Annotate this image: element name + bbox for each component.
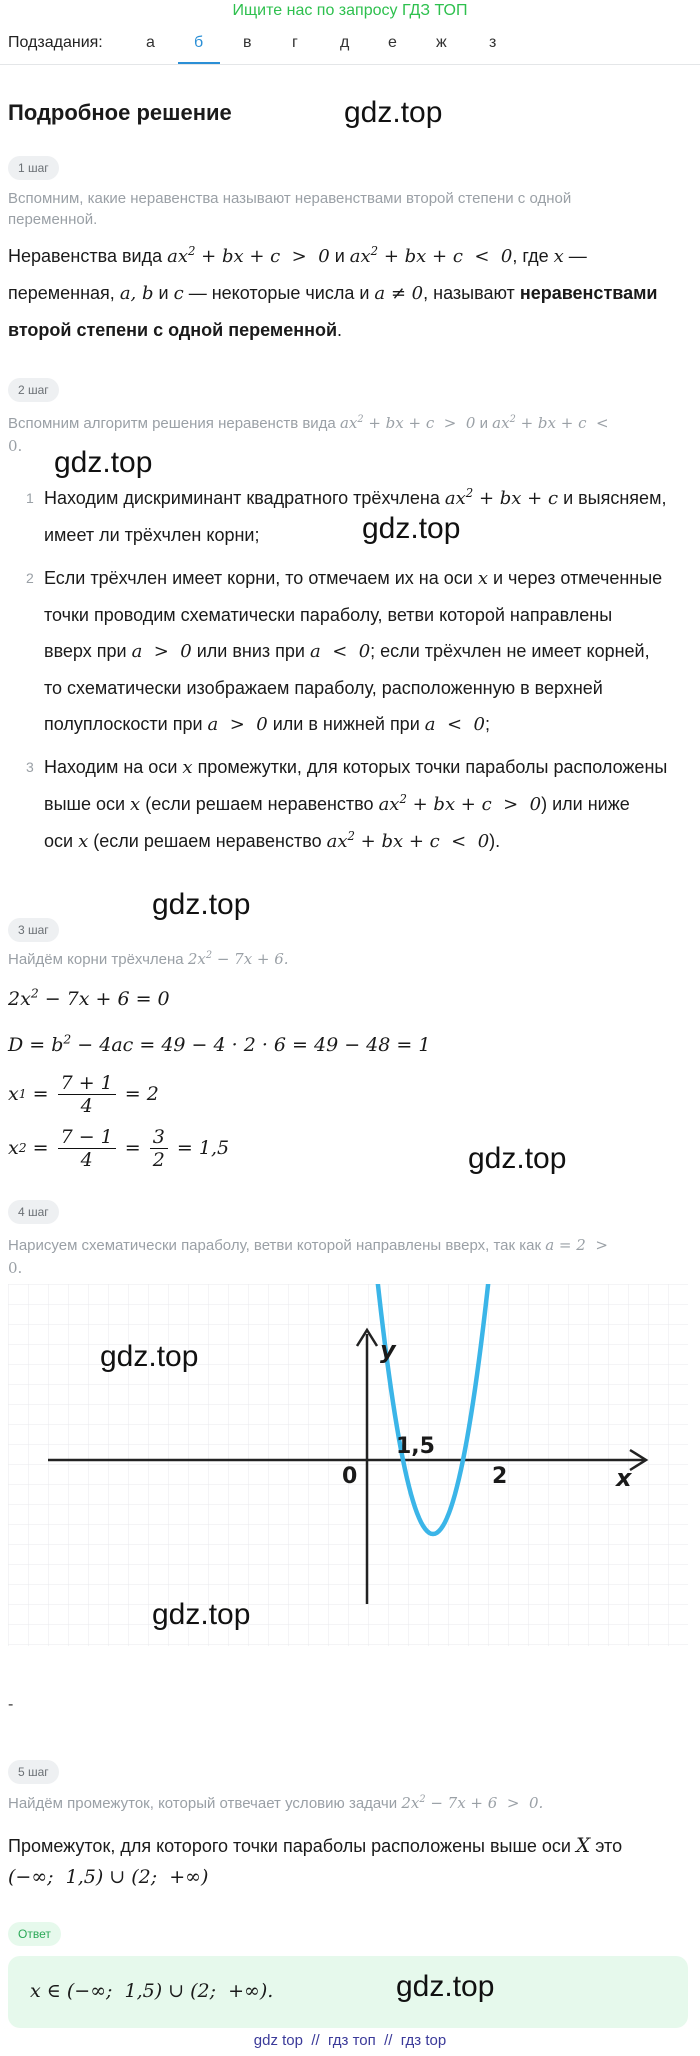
list-item: Находим на оси x промежутки, для которых точки параболы расположены выше оси x (если решаем неравенство $ax^2$ + bx + c > 0) или ниже оси x (если решаем неравенство $ax^2$ + bx + c < 0). <box>44 757 668 852</box>
search-banner[interactable]: Ищите нас по запросу ГДЗ ТОП <box>232 2 468 19</box>
watermark: gdz.top <box>396 1970 495 2003</box>
watermark: gdz.top <box>468 1142 567 1175</box>
step-1-text: Неравенства вида $ax^2$ + bx + c > 0 и $ax^2$ + bx + c < 0, где x — переменная, a, b и c — некоторые числа и a ≠ 0, называют неравенствами второй степени с одной переменной. <box>8 244 658 340</box>
list-item: Если трёхчлен имеет корни, то отмечаем их на оси x и через отмеченные точки проводим схематически параболу, ветви которой направлены вверх при a > 0 или вниз при a < 0; если трёхчлен не имеет корней, то схематически изображаем параболу, расположенную в верхней полуплоскости при a > 0 или в нижней при a < 0; <box>44 568 663 735</box>
tab-zh[interactable]: ж <box>436 34 447 51</box>
subtasks-label: Подзадания: <box>8 34 103 51</box>
step-5-intro: Найдём промежуток, который отвечает условию задачи $2x^2 - 7x + 6 > 0$. <box>8 1794 544 1812</box>
step-1-badge: 1 шаг <box>8 156 59 180</box>
step-1-intro: Вспомним, какие неравенства называют неравенствами второй степени с одной переменной. <box>8 190 572 228</box>
watermark: gdz.top <box>344 96 443 129</box>
step-4-intro: Нарисуем схематически параболу, ветви которой направлены вверх, так как a = 2 > 0. <box>8 1236 608 1277</box>
equation-quadratic: $2x^2 - 7x + 6 = 0$ <box>8 986 170 1010</box>
answer-value: x ∈ (−∞; 1,5) ∪ (2; +∞). <box>30 1980 274 2002</box>
equation-discriminant: $D = b^2 - 4ac = 49 - 4 \cdot 2 \cdot 6 = 49 - 48 = 1$ <box>8 1032 431 1056</box>
step-5-badge: 5 шаг <box>8 1760 59 1784</box>
tab-b[interactable]: б <box>194 34 204 51</box>
y-axis-label: y <box>380 1336 396 1364</box>
tab-e[interactable]: е <box>388 34 397 51</box>
tab-v[interactable]: в <box>243 34 252 51</box>
watermark: gdz.top <box>152 888 251 921</box>
list-number: 1 <box>26 490 34 506</box>
step-5-text: Промежуток, для которого точки параболы расположены выше оси X это <box>8 1833 623 1857</box>
answer-badge: Ответ <box>8 1922 61 1946</box>
footer-links[interactable]: gdz top // гдз топ // гдз top <box>253 2032 447 2049</box>
equation-root-2: x 2 = $\frac{7 - 1}{4}$ = $\frac{3}{2}$ = 1,5 <box>8 1125 230 1171</box>
step-4-badge: 4 шаг <box>8 1200 59 1224</box>
equation-root-1: x 1 = $\frac{7 + 1}{4}$ = 2 <box>8 1071 159 1117</box>
list-item: Находим дискриминант квадратного трёхчлена $ax^2$ + bx + c и выясняем, имеет ли трёхчлен корни; <box>44 486 667 545</box>
watermark: gdz.top <box>152 1598 251 1631</box>
watermark: gdz.top <box>54 446 153 479</box>
step-5-interval: (−∞; 1,5) ∪ (2; +∞) <box>8 1866 209 1888</box>
section-title: Подробное решение <box>8 100 232 125</box>
x-axis-label: x <box>616 1464 632 1492</box>
watermark: gdz.top <box>100 1340 199 1373</box>
tab-a[interactable]: а <box>146 34 155 51</box>
stray-dash: - <box>8 1696 14 1713</box>
answer-box <box>8 1956 688 2028</box>
step-2-intro: Вспомним алгоритм решения неравенств вида $ax^2$ + bx + c > 0 и $ax^2$ + bx + c < 0. <box>8 414 609 455</box>
tab-z[interactable]: з <box>489 34 497 51</box>
list-number: 3 <box>26 759 34 775</box>
root-label-2: 2 <box>492 1464 508 1489</box>
parabola-graph <box>8 1284 688 1646</box>
root-label-1: 1,5 <box>396 1434 435 1459</box>
step-3-badge: 3 шаг <box>8 918 59 942</box>
header-divider <box>0 64 700 65</box>
origin-label: 0 <box>342 1464 358 1489</box>
watermark: gdz.top <box>362 512 461 545</box>
tab-d[interactable]: д <box>340 34 350 51</box>
step-3-intro: Найдём корни трёхчлена $2x^2 - 7x + 6$. <box>8 950 289 968</box>
tab-g[interactable]: г <box>292 34 298 51</box>
list-number: 2 <box>26 570 34 586</box>
step-2-badge: 2 шаг <box>8 378 59 402</box>
